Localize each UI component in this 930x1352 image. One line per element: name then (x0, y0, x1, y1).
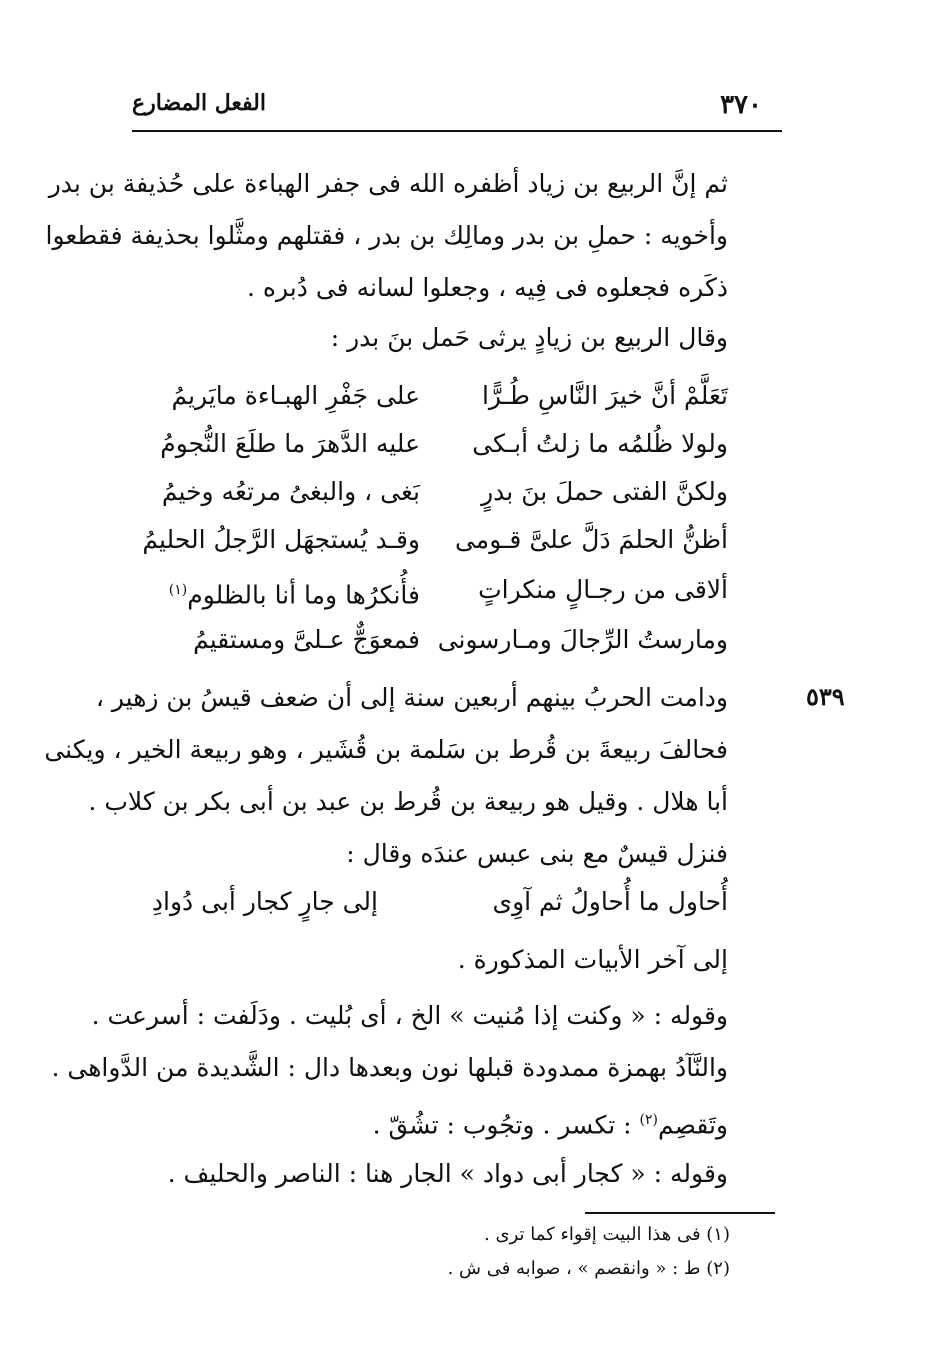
text-line: والنَّآدُ بهمزة ممدودة قبلها نون وبعدها دال : الشَّديدة من الدَّواهى . (51, 1053, 728, 1082)
verse-hemistich-left: إلى جارٍ كجار أبى دُوادِ (151, 887, 378, 916)
footnote: (١) فى هذا البيت إقواء كما ترى . (484, 1224, 730, 1245)
running-title: الفعل المضارع (132, 90, 266, 116)
text-line: فحالفَ ربيعةَ بن قُرط بن سَلمة بن قُشَير ، وهو ربيعة الخير ، ويكنى (44, 735, 728, 764)
paragraph-1 (45, 158, 728, 314)
verse-line (0, 616, 930, 664)
verse-hemistich-left: عليه الدَّهرَ ما طلَعَ النُّجومُ (160, 429, 420, 458)
verse-hemistich-left: على جَفْرِ الهبـاءة مايَريمُ (171, 381, 420, 410)
verse-text: وتَقصِم (658, 1110, 728, 1140)
verse-hemistich-right: ولولا ظُلمُه ما زلتُ أبـكى (472, 429, 728, 458)
verse-hemistich-right: ولكنَّ الفتى حملَ بنَ بدرٍ (481, 477, 728, 506)
page-number: ٣٧٠ (720, 90, 762, 120)
poem-intro: وقال الربيع بن زيادٍ يرثى حَمل بنَ بدر : (330, 323, 728, 352)
text-line: أبا هلال . وقيل هو ربيعة بن قُرط بن عبد بن أبى بكر بن كلاب . (88, 787, 728, 816)
paragraph-2 (44, 672, 728, 880)
text-line: وأخويه : حملِ بن بدر ومالِك بن بدر ، فقتلهم ومثَّلوا بحذيفة فقطعوا (45, 221, 728, 250)
page-header (132, 88, 782, 124)
text-line: ودامت الحربُ بينهم أربعين سنة إلى أن ضعف قيسُ بن زهير ، (95, 683, 728, 712)
text-line: ثم إنَّ الربيع بن زياد أظفره الله فى جفر الهباءة على حُذيفة بن بدر (48, 169, 728, 198)
text-line: فنزل قيسٌ مع بنى عبس عندَه وقال : (346, 839, 728, 868)
verse-line (0, 468, 930, 516)
verse-hemistich-right: أظنُّ الحلمَ دَلَّ علىَّ قـومى (454, 525, 728, 554)
paragraph-4: وقوله : « كجار أبى دواد » الجار هنا : الناصر والحليف . (167, 1159, 728, 1188)
verse-hemistich-right: تَعَلَّمْ أنَّ خيرَ النَّاسِ طُـرًّا (481, 381, 728, 410)
text-line: ذكَره فجعلوه فى فِيه ، وجعلوا لسانه فى دُبره . (247, 273, 728, 302)
header-rule (132, 130, 782, 132)
poem-end-note: إلى آخر الأبيات المذكورة . (457, 945, 728, 974)
paragraph-3 (51, 990, 728, 1151)
verse-hemistich-left (169, 566, 420, 619)
verse-line (0, 372, 930, 420)
verse-text: فأُنكرُها وما أنا بالظلوم (187, 580, 420, 610)
verse-hemistich-left: وقـد يُستجهَل الرَّجلُ الحليمُ (142, 525, 420, 554)
footnote: (٢) ط : « وانقصم » ، صوابه فى ش . (447, 1258, 730, 1279)
verse-line (0, 878, 930, 926)
footnote-marker: (١) (168, 582, 188, 598)
verse-hemistich-left: بَغى ، والبغىُ مرتعُه وخيمُ (161, 477, 420, 506)
verse-hemistich-right: أُحاول ما أُحاولُ ثم آوِى (492, 887, 728, 916)
footnote-rule (585, 1212, 775, 1214)
text-line: وقوله : « وكنت إذا مُنيت » الخ ، أى بُليت . ودَلَفت : أسرعت . (91, 1001, 728, 1030)
margin-number: ٥٣٩ (806, 682, 845, 711)
verse-hemistich-left: فمعوَجٌّ عـلىَّ ومستقيمُ (193, 625, 420, 654)
verse-hemistich-right: ومارستُ الرِّجالَ ومـارسونى (437, 625, 728, 654)
verse-text: : تكسر . وتجُوب : تشُقّ . (372, 1110, 632, 1140)
verse-hemistich-right: ألاقى من رجـالٍ منكراتٍ (478, 575, 728, 604)
verse-line (0, 516, 930, 564)
footnote-marker: (٢) (639, 1112, 658, 1128)
verse-line (0, 566, 930, 614)
text-line (128, 1094, 728, 1151)
verse-line (0, 420, 930, 468)
